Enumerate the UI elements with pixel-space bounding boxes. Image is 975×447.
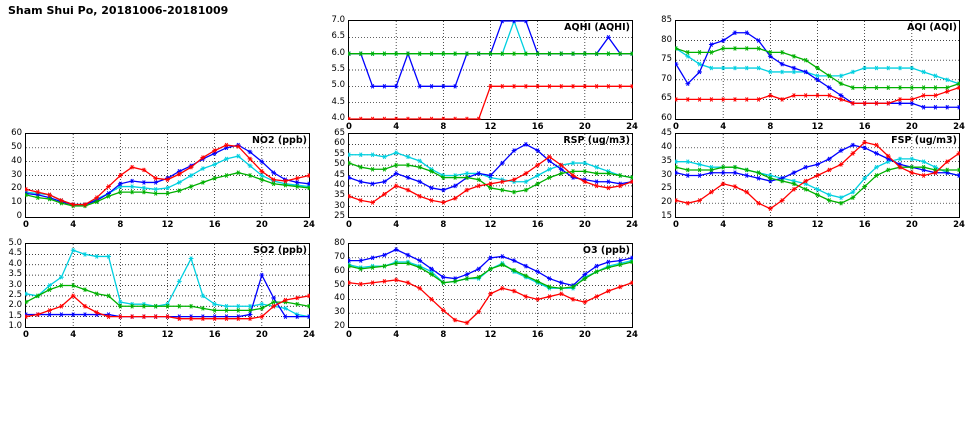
- x-tick-label: 8: [767, 122, 774, 132]
- x-tick-label: 12: [484, 122, 497, 132]
- x-tick-label: 16: [531, 330, 544, 340]
- y-tick-label: 45: [334, 169, 345, 180]
- chart-title-so2: SO2 (ppb): [253, 245, 307, 256]
- y-tick-label: 2.5: [8, 289, 22, 300]
- x-tick-label: 20: [578, 220, 591, 230]
- x-tick-label: 0: [673, 220, 679, 230]
- y-tick-label: 75: [661, 54, 672, 65]
- y-tick-label: 40: [334, 293, 345, 304]
- chart-panel-aqhi: [331, 15, 638, 132]
- y-tick-label: 0: [16, 211, 22, 221]
- chart-panel-fsp: [661, 128, 965, 230]
- y-tick-label: 30: [334, 200, 345, 211]
- y-tick-label: 30: [11, 169, 22, 180]
- y-tick-label: 4.0: [331, 113, 345, 123]
- x-tick-label: 12: [811, 122, 824, 132]
- x-tick-label: 0: [23, 330, 29, 340]
- x-tick-label: 20: [255, 330, 268, 340]
- chart-title-fsp: FSP (ug/m3): [891, 135, 957, 146]
- x-tick-label: 12: [484, 220, 497, 230]
- x-tick-label: 0: [346, 220, 352, 230]
- y-tick-label: 6.5: [331, 31, 345, 42]
- chart-title-aqi: AQI (AQI): [907, 22, 957, 33]
- x-tick-label: 0: [346, 122, 352, 132]
- chart-title-rsp: RSP (ug/m3): [563, 135, 630, 146]
- series-fsp-day1: [675, 157, 960, 200]
- y-tick-label: 3.0: [8, 279, 22, 290]
- y-tick-label: 40: [11, 155, 22, 166]
- y-tick-label: 3.5: [8, 269, 22, 280]
- y-tick-label: 25: [334, 211, 345, 221]
- y-tick-label: 60: [334, 138, 345, 149]
- x-tick-label: 0: [346, 330, 352, 340]
- y-tick-label: 30: [661, 169, 672, 180]
- x-tick-label: 8: [117, 220, 124, 230]
- chart-panel-no2: [11, 128, 315, 230]
- x-tick-label: 16: [208, 220, 221, 230]
- y-tick-label: 80: [334, 238, 345, 248]
- x-tick-label: 4: [70, 330, 77, 340]
- x-tick-label: 12: [811, 220, 824, 230]
- plot-canvas-aqhi: [348, 20, 633, 120]
- x-tick-label: 20: [578, 330, 591, 340]
- y-tick-label: 60: [11, 128, 22, 138]
- x-tick-label: 8: [440, 330, 447, 340]
- y-tick-label: 1.0: [8, 321, 22, 331]
- x-tick-label: 24: [953, 122, 965, 132]
- x-tick-label: 16: [531, 220, 544, 230]
- y-tick-label: 6.0: [331, 47, 345, 58]
- y-tick-label: 1.5: [8, 310, 22, 321]
- x-tick-label: 0: [673, 122, 679, 132]
- x-tick-label: 24: [953, 220, 965, 230]
- y-tick-label: 70: [661, 73, 672, 84]
- chart-title-no2: NO2 (ppb): [251, 135, 307, 146]
- y-tick-label: 40: [334, 179, 345, 190]
- y-tick-label: 50: [11, 141, 22, 152]
- chart-title-aqhi: AQHI (AQHI): [564, 22, 630, 33]
- x-tick-label: 20: [255, 220, 268, 230]
- x-tick-label: 0: [23, 220, 29, 230]
- y-tick-label: 60: [661, 113, 672, 123]
- page-title: Sham Shui Po, 20181006-20181009: [8, 4, 229, 17]
- x-tick-label: 4: [70, 220, 77, 230]
- y-tick-label: 20: [11, 183, 22, 194]
- x-tick-label: 20: [578, 122, 591, 132]
- y-tick-label: 7.0: [331, 15, 345, 25]
- x-tick-label: 24: [626, 122, 638, 132]
- y-tick-label: 5.0: [8, 238, 22, 248]
- plot-canvas-aqi: [675, 20, 960, 120]
- y-tick-label: 80: [661, 34, 672, 45]
- y-tick-label: 4.5: [8, 248, 22, 259]
- x-tick-label: 12: [484, 330, 497, 340]
- x-tick-label: 24: [626, 330, 638, 340]
- series-so2-day3: [25, 283, 310, 312]
- x-tick-label: 12: [161, 220, 174, 230]
- x-tick-label: 16: [208, 330, 221, 340]
- y-tick-label: 15: [661, 211, 672, 221]
- x-tick-label: 24: [626, 220, 638, 230]
- chart-title-o3: O3 (ppb): [582, 245, 630, 256]
- x-tick-label: 16: [858, 220, 871, 230]
- y-tick-label: 20: [334, 321, 345, 331]
- y-tick-label: 5.0: [331, 80, 345, 91]
- chart-panel-rsp: [334, 128, 638, 230]
- chart-panel-o3: [334, 238, 638, 340]
- x-tick-label: 12: [161, 330, 174, 340]
- y-tick-label: 35: [661, 155, 672, 166]
- y-tick-label: 20: [661, 197, 672, 208]
- y-tick-label: 85: [661, 15, 672, 25]
- y-tick-label: 35: [334, 190, 345, 201]
- y-tick-label: 65: [334, 128, 345, 138]
- y-tick-label: 10: [11, 197, 22, 208]
- x-tick-label: 24: [303, 220, 315, 230]
- x-tick-label: 4: [720, 220, 727, 230]
- x-tick-label: 4: [393, 122, 400, 132]
- y-tick-label: 30: [334, 307, 345, 318]
- y-tick-label: 4.5: [331, 96, 345, 107]
- y-tick-label: 60: [334, 265, 345, 276]
- x-tick-label: 16: [531, 122, 544, 132]
- y-tick-label: 70: [334, 251, 345, 262]
- chart-panel-aqi: [661, 15, 965, 132]
- x-tick-label: 20: [905, 220, 918, 230]
- y-tick-label: 5.5: [331, 64, 345, 74]
- chart-panel-so2: [8, 238, 315, 340]
- x-tick-label: 8: [440, 122, 447, 132]
- x-tick-label: 20: [905, 122, 918, 132]
- y-tick-label: 25: [661, 183, 672, 194]
- y-tick-label: 40: [661, 141, 672, 152]
- x-tick-label: 8: [767, 220, 774, 230]
- x-tick-label: 4: [393, 330, 400, 340]
- y-tick-label: 65: [661, 93, 672, 104]
- x-tick-label: 4: [393, 220, 400, 230]
- x-tick-label: 8: [117, 330, 124, 340]
- x-tick-label: 24: [303, 330, 315, 340]
- x-tick-label: 16: [858, 122, 871, 132]
- y-tick-label: 55: [334, 148, 345, 159]
- y-tick-label: 50: [334, 159, 345, 170]
- y-tick-label: 4.0: [8, 258, 22, 269]
- y-tick-label: 50: [334, 279, 345, 290]
- y-tick-label: 45: [661, 128, 672, 138]
- y-tick-label: 2.0: [8, 300, 22, 311]
- x-tick-label: 8: [440, 220, 447, 230]
- x-tick-label: 4: [720, 122, 727, 132]
